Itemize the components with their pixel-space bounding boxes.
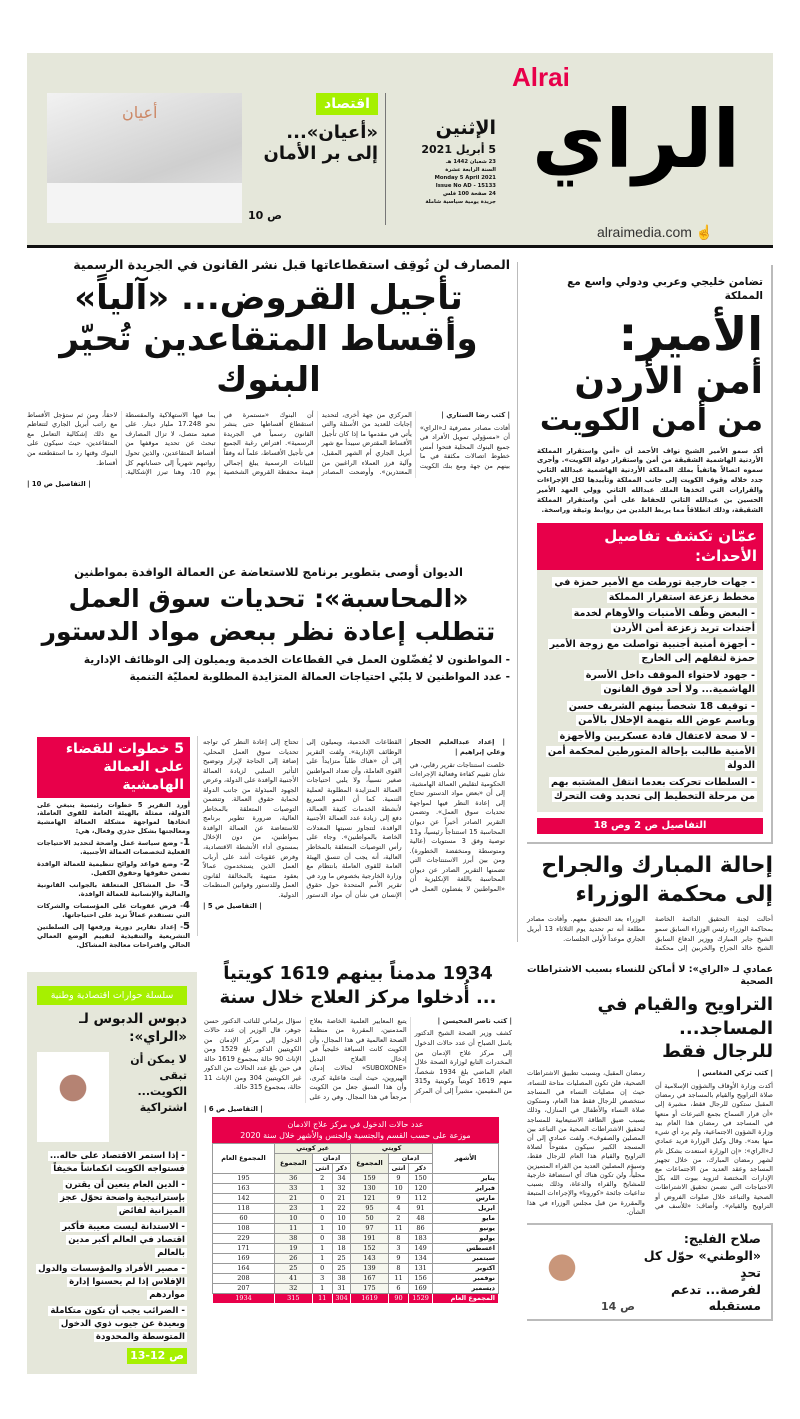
cell-nt: 21: [274, 1193, 312, 1203]
bullet-item: - السلطات تحركت بعدما انتقل المشتبه بهم من مرحلة التخطيط إلى تحديد وقت التحرك: [551, 776, 755, 802]
story-kicker: المصارف لن تُوقِف استقطاعاتها قبل نشر القانون في الجريدة الرسمية: [73, 257, 510, 272]
table-title: عدد حالات الدخول في مركز علاج الادمان موزعة على حسب القسم والجنسية والجنس والأشهر خلال سنة 2020: [212, 1117, 499, 1143]
cell-nm: 38: [332, 1273, 350, 1283]
cell-nm: 18: [332, 1243, 350, 1253]
cell-nf: 0: [312, 1193, 332, 1203]
cell-kf: 2: [388, 1213, 408, 1223]
bullet-item: - الضرائب يجب أن تكون متكاملة وبعيدة عن جيوب ذوي الدخول المتوسطة والمحدودة: [50, 1305, 185, 1343]
col-total: المجموع: [351, 1153, 389, 1173]
divider: [385, 93, 386, 225]
bullet-item: - أجهزة أمنية أجنبية تواصلت مع زوجة الأمير حمزة لنقلهم إلى الخارج: [549, 639, 755, 665]
cell-month: المجموع العام: [433, 1293, 499, 1303]
cell-nf: 1: [312, 1283, 332, 1293]
issue-details: 23 شعبان 1442 هـ السنة الرابعة عشرة Monday 5 April 2021 Issue No AD - 15133 24 صفحة 100 فلس جريدة يومية سياسية شاملة: [425, 159, 496, 206]
bullet-item: - الدين العام يتعين أن يقترن بإستراتيجية واضحة تحوّل عجز الميزانية لفائض: [60, 1179, 185, 1217]
page-ref: ص 12-13: [127, 1348, 187, 1364]
box-title: 5 خطوات للقضاء على العمالة الهامشية: [37, 737, 190, 798]
teaser-headline: صلاح الفليج: «الوطني» حوّل كل تحدٍ لفرصة... تدعم مستقبله: [643, 1230, 761, 1314]
cell-nf: 1: [312, 1183, 332, 1193]
cell-month: مايو: [433, 1213, 499, 1223]
falaij-teaser[interactable]: [527, 1223, 773, 1321]
cell-nt: 41: [274, 1273, 312, 1283]
page-ref: ص 10: [248, 209, 282, 222]
cell-kt: 191: [351, 1233, 389, 1243]
cell-kt: 167: [351, 1273, 389, 1283]
cell-km: 86: [409, 1223, 433, 1233]
cell-nf: 0: [312, 1233, 332, 1243]
economy-teaser[interactable]: [248, 93, 378, 228]
table-row: [213, 1283, 499, 1293]
cell-g: 60: [213, 1213, 275, 1223]
step-item: 5- إعداد تقارير دورية ورفعها إلى السلطتين التشريعية والتنفيذية لتقييم الوضع العمالي الحالي واقتراحات معالجة المشاكل.: [37, 920, 190, 949]
cell-kt: 50: [351, 1213, 389, 1223]
story-body: | كتب رضا السناري | أفادت مصادر مصرفية لـ«الراي» أن «مسؤولي تمويل الأفراد في جميع البنوك المحلية فتحوا أمس خطوط اتصالات مكثفة في ما بينهم من جهة ومع بنك الكويت المركزي من جهة أخرى، لتحديد إجابات للعديد من الأسئلة والتي يأتي في مقدمها ما إذا كان تأجيل الأقساط المقترض سيبدأ مع شهر أبريل الجاري أم الشهر المقبل، وآلية فرز العملاء الراغبين من المعتذرين». وأوضحت المصادر أن البنوك «مستمرة في استقطاع أقساطها حتى ينشر القانون رسمياً في الجريدة الرسمية». افتراض رغبة الجميع في تأجيل الأقساط، علماً أنه وفقاً للبيانات الرسمية يبلغ إجمالي قيمة محفظة القروض الشخصية بما فيها الاستهلاكية والمقسطة نحو 17.248 مليار دينار. على صعيد متصل، لا تزال المصارف تبحث عن تحديد موقفها من أقساط المتقاعدين، والذين تحول رواتبهم شهرياً إلى حساباتهم كل يوم 10، وهنا تبرز الإشكالية. لاحقاً، ومن ثم ستؤجل الأقساط مع راتب أبريل الجاري لتتعاظم مع ذلك إشكالية التعامل مع المتقاعدين، حيث سيكون على البنوك وقتها رد ما استقطعته من أقساط.: [27, 410, 510, 477]
step-item: 1- وضع سياسة عمل واضحة لتحديد الاحتياجات الفعلية لتخصصات العمالة الأجنبية.: [37, 837, 190, 857]
cell-nf: 1: [312, 1253, 332, 1263]
date-block: [396, 118, 496, 207]
masthead-rule: [27, 245, 773, 248]
table-row: [213, 1233, 499, 1243]
logo-latin: Alrai: [512, 62, 570, 92]
drugs-story: [204, 962, 512, 1304]
cell-nt: 25: [274, 1263, 312, 1273]
table-row: [213, 1273, 499, 1283]
dabbous-box[interactable]: [27, 972, 197, 1374]
continued-ref: | التفاصيل ص 5 |: [203, 902, 262, 911]
cell-kt: 143: [351, 1253, 389, 1263]
date: 5 أبريل 2021: [421, 142, 496, 156]
col-non-kuwaiti: غير كويتي: [274, 1143, 350, 1153]
series-tag: سلسلة حوارات اقتصادية وطنية: [37, 986, 187, 1005]
cell-month: يناير: [433, 1173, 499, 1183]
cell-nm: 32: [332, 1183, 350, 1193]
story-kicker: عمادي لـ «الراي»: لا أماكن للنساء بسبب الاشتراطات الصحية: [527, 963, 773, 988]
cell-month: ابريل: [433, 1203, 499, 1213]
cell-km: 112: [409, 1193, 433, 1203]
lead-body: أكد سمو الأمير الشيخ نواف الأحمد أن «أمن واستقرار المملكة الأردنية الهاشمية الشقيقة من أمن واستقرار دولة الكويت». وأجرى سموه اتصالاً هاتفياً بملك المملكة الأردنية الهاشمية عبدالله الثاني جدد خلاله وقوف الكويت إلى جانب المملكة وتأييدها لكل الإجراءات والقرارات التي اتخذها الملك عبدالله الثاني وولي العهد الأمير الحسين بن عبدالله الثاني للحفاظ على أمن واستقرار المملكة الشقيقة، وذلك انطلاقاً مما يربط البلدين من روابط وثيقة وراسخة.: [537, 446, 763, 514]
byline: | كتب تركي المغامس |: [697, 1069, 773, 1078]
photo-table: [47, 183, 242, 223]
cell-kf: 9: [388, 1193, 408, 1203]
box-intro: أورد التقرير 5 خطوات رئيسية ينبغي على الدولة، ممثلة بالهيئة العامة للقوى العاملة، اتخاذها لمواجهة مشكلة العمالة الهامشية ومعالجتها بشكل جذري وفعال، هي:: [37, 800, 190, 836]
col-kuwaiti: كويتي: [351, 1143, 433, 1153]
day-name: الإثنين: [435, 117, 496, 139]
story-kicker: الديوان أوصى بتطوير برنامج للاستعاضة عن العمالة الوافدة بمواطنين: [74, 565, 463, 579]
continued-ref: | التفاصيل ص 6 |: [204, 1104, 263, 1113]
cell-km: 131: [409, 1263, 433, 1273]
story-body: أحالت لجنة التحقيق الدائمة الخاصة بمحاكمة الوزراء رئيس الوزراء السابق سمو الشيخ جابر المبارك ووزير الدفاع السابق الشيخ خالد الجراح والخربين إلى محكمة الوزراء بعد التحقيق معهم. وأفادت مصادر مطلعة أنه تم تحديد يوم الثلاثاء 13 أبريل الجاري موعداً لأولى الجلسات.: [527, 915, 773, 953]
story-bullets: - المواطنون لا يُفضّلون العمل في القطاعات الخدمية ويميلون إلى الوظائف الإدارية - عدد المواطنين لا يلبّي احتياجات العمالة المتزايدة المطلوبة لعمليّة التنمية: [83, 654, 510, 684]
cell-month: يونيو: [433, 1223, 499, 1233]
cell-g: 171: [213, 1243, 275, 1253]
bullet-item: - البعض وظّف الأمنيات والأوهام لخدمة أجندات تريد زعزعة أمن الأردن: [573, 608, 755, 634]
byline: | إعداد عبدالعليم الحجار وعلي إبراهيم |: [409, 738, 505, 756]
cell-km: 169: [409, 1283, 433, 1293]
cell-month: ديسمبر: [433, 1283, 499, 1293]
cell-nt: 10: [274, 1213, 312, 1223]
hand-pointer-icon: ☝: [695, 224, 714, 240]
story-headline: إحالة المبارك والجراح إلى محكمة الوزراء: [541, 853, 773, 907]
steps-box: [37, 737, 190, 949]
table-row: [213, 1203, 499, 1213]
teaser-headline: «أعيان»... إلى بر الأمان: [263, 122, 378, 164]
table-row: [213, 1243, 499, 1253]
story-headline: «المحاسبة»: تحديات سوق العمل تتطلب إعادة نظر ببعض مواد الدستور: [41, 584, 496, 646]
byline: | كتب رضا السناري |: [441, 410, 510, 419]
cell-g: 229: [213, 1233, 275, 1243]
bullet-item: - الاستدانة ليست معيبة فأكبر اقتصاد في العالم أكبر مدين بالعالم: [62, 1221, 185, 1259]
cell-kf: 8: [388, 1263, 408, 1273]
drugs-table: [212, 1143, 499, 1304]
cell-nt: 33: [274, 1183, 312, 1193]
cell-month: فبراير: [433, 1183, 499, 1193]
story-headline: 1934 مدمناً بينهم 1619 كويتياً ... أُدخلوا مركز العلاج خلال سنة: [219, 963, 497, 1009]
cell-nt: 315: [274, 1293, 312, 1303]
cell-nt: 32: [274, 1283, 312, 1293]
table-row: [213, 1173, 499, 1183]
cell-nt: 19: [274, 1243, 312, 1253]
cell-nm: 34: [332, 1173, 350, 1183]
cell-nf: 1: [312, 1243, 332, 1253]
step-item: 3- حل المشاكل المتعلقة بالجوانب القانونية والمالية والإنسانية للعمالة الوافدة.: [37, 878, 190, 898]
cell-nt: 23: [274, 1203, 312, 1213]
cell-nf: 2: [312, 1173, 332, 1183]
cell-nf: 1: [312, 1203, 332, 1213]
story-headline: تأجيل القروض... «آلياً» وأقساط المتقاعدين تُحيّر البنوك: [59, 278, 478, 400]
story-headline: التراويح والقيام في المساجد... للرجال فقط: [597, 994, 773, 1063]
cell-month: اغسطس: [433, 1243, 499, 1253]
step-item: 2- وضع قواعد ولوائح تنظيمية للعمالة الوافدة تضمن حقوقها وحقوق الكفيل.: [37, 858, 190, 878]
events-bullets: [537, 570, 763, 812]
website-link[interactable]: [597, 224, 713, 241]
cell-nf: 11: [312, 1293, 332, 1303]
col-month: الأشهر: [433, 1143, 499, 1173]
cell-g: 195: [213, 1173, 275, 1183]
cell-km: 150: [409, 1173, 433, 1183]
portrait-photo: [37, 1052, 109, 1142]
cell-kt: 121: [351, 1193, 389, 1203]
cell-kf: 9: [388, 1173, 408, 1183]
cell-nm: 25: [332, 1263, 350, 1273]
cell-kf: 3: [388, 1243, 408, 1253]
cell-kf: 90: [388, 1293, 408, 1303]
cell-nm: 38: [332, 1233, 350, 1243]
website-url[interactable]: alraimedia.com: [597, 224, 692, 240]
economy-photo: [47, 93, 242, 223]
lead-headline: الأمير: أمن الأردن من أمن الكويت: [539, 307, 763, 438]
box-quote: لا يمكن أن تبقى الكويت... اشتراكية: [130, 1053, 187, 1114]
bullet-item: - إذا استمر الاقتصاد على حاله... فستواجه الكويت انكماشاً مخيفاً: [49, 1151, 185, 1175]
right-column: [527, 265, 773, 1321]
labour-story: [27, 566, 510, 686]
cell-kf: 9: [388, 1253, 408, 1263]
table-row: [213, 1263, 499, 1273]
cell-km: 120: [409, 1183, 433, 1193]
loans-story: [27, 258, 510, 491]
cell-kt: 130: [351, 1183, 389, 1193]
events-box-title: عمّان تكشف تفاصيل الأحداث:: [537, 523, 763, 570]
cell-km: 149: [409, 1243, 433, 1253]
cell-nt: 38: [274, 1233, 312, 1243]
cell-kt: 95: [351, 1203, 389, 1213]
cell-nt: 36: [274, 1173, 312, 1183]
cell-g: 108: [213, 1223, 275, 1233]
cell-kt: 97: [351, 1223, 389, 1233]
story-body: | كتب ناصر المحيسن | كشف وزير الصحة الشيخ الدكتور باسل الصباح أن عدد حالات الدخول إلى مركز علاج الإدمان من المخدرات التابع لوزارة الصحة خلال العام الماضي بلغ 1934 شخصاً، منهم 1619 كويتياً وكويتية و315 من المقيمين، مشيراً إلى أن المركز يتبع المعايير العلمية الخاصة بعلاج المدمنين، المقررة من منظمة الصحة العالمية في هذا المجال، وأن الكويت كانت السباقة خليجياً في إدخال العلاج البديل «SUBOXONE» لحالات إدمان الهيروين، حيث أثبت فاعلية كبرى، وأن هذا السبق جعل من الكويت مرجعاً في هذا المجال. وفي رد على سؤال برلماني للنائب الدكتور حسن جوهر، قال الوزير إن عدد حالات الدخول إلى مركز الإدمان من الكويتيين الذكور بلغ 1529 ومن الإناث 90 حالة بمجموع 1619 حالة في حين بلغ عدد الحالات من الذكور غير الكويتيين 304 ومن الإناث 11 حالة، بمجموع 315 حالة.: [204, 1016, 513, 1101]
col-female: انثى: [312, 1163, 332, 1173]
cell-nf: 0: [312, 1263, 332, 1273]
cell-kt: 159: [351, 1173, 389, 1183]
cell-month: يوليو: [433, 1233, 499, 1243]
bullet-item: - لا صحة لاعتقال قادة عسكريين والأجهزة الأمنية طالبت بإحالة المتورطين لمحكمة أمن الدولة: [547, 731, 755, 772]
col-total: المجموع: [274, 1153, 312, 1173]
page-ref: ص 14: [601, 1300, 635, 1314]
col-addiction: ادمان: [388, 1153, 432, 1163]
box-headline: دبوس الدبوس لـ «الراي»:: [79, 1011, 187, 1045]
cell-month: مارس: [433, 1193, 499, 1203]
cell-nm: 10: [332, 1213, 350, 1223]
cell-nm: 22: [332, 1203, 350, 1213]
drugs-table-box: [212, 1117, 499, 1304]
cell-g: 207: [213, 1283, 275, 1293]
labour-body: | إعداد عبدالعليم الحجار وعلي إبراهيم | خلصت استنتاجات تقرير رقابي، في شأن تقييم كفاءة وفعالية الإجراءات الحكومية لتقليص العمالة الهامشية، إلى أن «بعض مواد الدستور تحتاج إلى إعادة النظر فيها لمواجهة تحديات سوق العمل». وتضمن التقرير الصادر أخيراً عن ديوان المحاسبة 15 استنتاجاً رئيسياً، و11 توصية وفق 3 مستويات (عالية ومتوسطة ومنخفضة الخطورة). ومن بين أبرز الاستنتاجات التي تضمنها التقرير الصادر عن ديوان المحاسبة باللغة الإنكليزية أن «المواطنين لا يفضلون العمل في القطاعات الخدمية، ويميلون إلى الوظائف الإدارية». ولفت التقرير إلى أن «هناك طلباً متزايداً على القوى العاملة، وأن تعداد المواطنين صغير نسبياً، ولا يلبي احتياجات العمالة المتزايدة المطلوبة لعملية التنمية. كما أن النمو السريع لأنشطة الخدمات كثيفة العمالة، دفع إلى زيادة عدد العمالة الأجنبية الوافدة، لتتجاوز نسبتها المعدلات الخاصة بالمواطنين». وجاء على رأس التوصيات المتعلقة بالمخاطر العالية، أنه يجب أن تنسق الهيئة العامة للقوى العاملة بانتظام مع وزارة الخارجية بخصوص ما ورد في تقرير الأمم المتحدة حول حقوق الإنسان في شأن أن مواد الدستور تحتاج إلى إعادة النظر كي تواجه تحديات سوق العمل المحلي، إضافة إلى الحاجة لإبراز وتوضيح التأثير السلبي لزيادة العمالة الأجنبية الوافدة على الدولة، وعرض الجهود المبذولة من جانب الدولة لحماية حقوق العمالة. وتتضمن التوصيات المتعلقة بالمخاطر العالية، ضرورة تطوير برنامج للاستعاضة عن العمالة الوافدة بمواطنين، من دون الإخلال بمستوى أداء الأنشطة الاقتصادية، وفرض عقوبات أشد على أرباب العمل الذين يستخدمون عمالاً بعقود منتهية بالمخالفة لقانون العمل وللدستور وقوانين المنظمات الدولية. | التفاصيل ص 5 |: [203, 738, 505, 911]
cell-kt: 175: [351, 1283, 389, 1293]
bullet-item: - جهود لاحتواء الموقف داخل الأسرة الهاشمية... ولا أحد فوق القانون: [585, 669, 755, 696]
cell-g: 169: [213, 1253, 275, 1263]
cell-g: 118: [213, 1203, 275, 1213]
col-grand-total: المجموع العام: [213, 1143, 275, 1173]
cell-g: 163: [213, 1183, 275, 1193]
ministers-story: [527, 852, 773, 953]
cell-nm: 31: [332, 1283, 350, 1293]
table-row: [213, 1223, 499, 1233]
cell-kf: 11: [388, 1273, 408, 1283]
bullet-item: - توقيف 18 شخصاً بينهم الشريف حسن وباسم عوض الله بتهمة الإخلال بالأمن: [568, 700, 755, 726]
cell-nf: 3: [312, 1273, 332, 1283]
cell-km: 134: [409, 1253, 433, 1263]
cell-kf: 8: [388, 1233, 408, 1243]
bullet-item: - مصير الأفراد والمؤسسات والدول الإفلاس إذا لم يحسنوا إدارة مواردهم: [38, 1263, 185, 1301]
column-divider: [197, 736, 198, 936]
box-bullets: [37, 1150, 187, 1344]
column-divider: [517, 262, 518, 942]
details-ref: التفاصيل ص 2 وص 18: [537, 818, 763, 834]
bullet-item: - جهات خارجية تورطت مع الأمير حمزة في مخطط زعزعة استقرار المملكة: [554, 577, 755, 603]
mosques-story: [527, 964, 773, 1217]
cell-km: 183: [409, 1233, 433, 1243]
table-row: [213, 1193, 499, 1203]
table-total-row: [213, 1293, 499, 1303]
continued-ref: | التفاصيل ص 10 |: [27, 479, 91, 488]
cell-km: 1529: [409, 1293, 433, 1303]
cell-month: اكتوبر: [433, 1263, 499, 1273]
cell-nm: 304: [332, 1293, 350, 1303]
logo-arabic: الراي: [532, 93, 740, 186]
cell-kt: 152: [351, 1243, 389, 1253]
cell-nf: 0: [312, 1213, 332, 1223]
cell-kf: 10: [388, 1183, 408, 1193]
photo-banner-text: أعيان: [122, 103, 158, 122]
cell-nt: 11: [274, 1223, 312, 1233]
cell-kf: 11: [388, 1223, 408, 1233]
story-body: | كتب تركي المغامس | أكدت وزارة الأوقاف والشؤون الإسلامية أن صلاة التراويح والقيام بالمساجد في رمضان المقبل ستكون للرجال فقط، مشيرة إلى «أن قرار السماح بجمع التبرعات أو منعها في المساجد في رمضان هذا العام بيد وزارة الشؤون الاجتماعية، ولم يرد أي شيء منها بعد». وقال وكيل الوزارة فريد عمادي لـ«الراي»: «إن الوزارة استعدت بشكل تام لشهر رمضان المبارك، من خلال تجهيز المساجد وعقد العديد من الاجتماعات مع الإدارات المختصة لتزويد بيوت الله بكل الاحتياجات التي تضمن تحقيق الاشتراطات الصحية والتباعد خلال صلوات الفروض أو التراويح والقيام». وأضاف: «للأسف في رمضان المقبل، وبسبب تطبيق الاشتراطات الصحية، فلن تكون المصليات متاحة للنساء، حيث إن مصليات النساء في المساجد ستخصص للرجال فقط هذا العام، وستكون صلاة النساء والأطفال في المنازل، وذلك بسبب ضيق الطاقة الاستيعابية للمساجد لتحقيق الاشتراطات الصحية من التباعد بين المصلين والصفوف». ولفت عمادي إلى أن المسجد الكبير سيكون مفتوحاً لصلاة التراويح والقيام هذا العام للرجال فقط، وسيؤم المصلين العديد من القراء المتميزين محلياً، ولن تكون هناك أي استضافة خارجية للمشايخ والقراء والدعاة، وذلك بسبب تداعيات جائحة «كورونا» والإجراءات المتبعة والمقررة من قبل مجلس الوزراء في هذا الشأن.: [526, 1069, 773, 1216]
cell-kt: 139: [351, 1263, 389, 1273]
cell-nm: 25: [332, 1253, 350, 1263]
table-row: [213, 1213, 499, 1223]
cell-month: سبتمبر: [433, 1253, 499, 1263]
lead-kicker: تضامن خليجي وعربي ودولي واسع مع المملكة: [567, 276, 763, 303]
portrait-photo: [527, 1229, 597, 1315]
cell-g: 164: [213, 1263, 275, 1273]
cell-g: 208: [213, 1273, 275, 1283]
table-row: [213, 1253, 499, 1263]
col-male: ذكر: [409, 1163, 433, 1173]
cell-nm: 21: [332, 1193, 350, 1203]
cell-g: 1934: [213, 1293, 275, 1303]
cell-month: نوفمبر: [433, 1273, 499, 1283]
cell-kf: 4: [388, 1203, 408, 1213]
cell-kf: 6: [388, 1283, 408, 1293]
byline: | كتب ناصر المحيسن |: [437, 1016, 512, 1025]
cell-km: 156: [409, 1273, 433, 1283]
table-row: [213, 1183, 499, 1193]
lead-story-box: [527, 265, 773, 844]
col-female: انثى: [388, 1163, 408, 1173]
step-item: 4- فرض عقوبات على المؤسسات والشركات التي تستقدم عمالاً تزيد على احتياجاتها.: [37, 899, 190, 919]
cell-kt: 1619: [351, 1293, 389, 1303]
col-male: ذكر: [332, 1163, 350, 1173]
col-addiction: ادمان: [312, 1153, 351, 1163]
cell-nf: 1: [312, 1223, 332, 1233]
section-tag-economy: اقتصاد: [316, 93, 378, 115]
cell-nm: 10: [332, 1223, 350, 1233]
cell-g: 142: [213, 1193, 275, 1203]
cell-km: 91: [409, 1203, 433, 1213]
cell-km: 48: [409, 1213, 433, 1223]
cell-nt: 26: [274, 1253, 312, 1263]
quote-row: [37, 1052, 187, 1142]
